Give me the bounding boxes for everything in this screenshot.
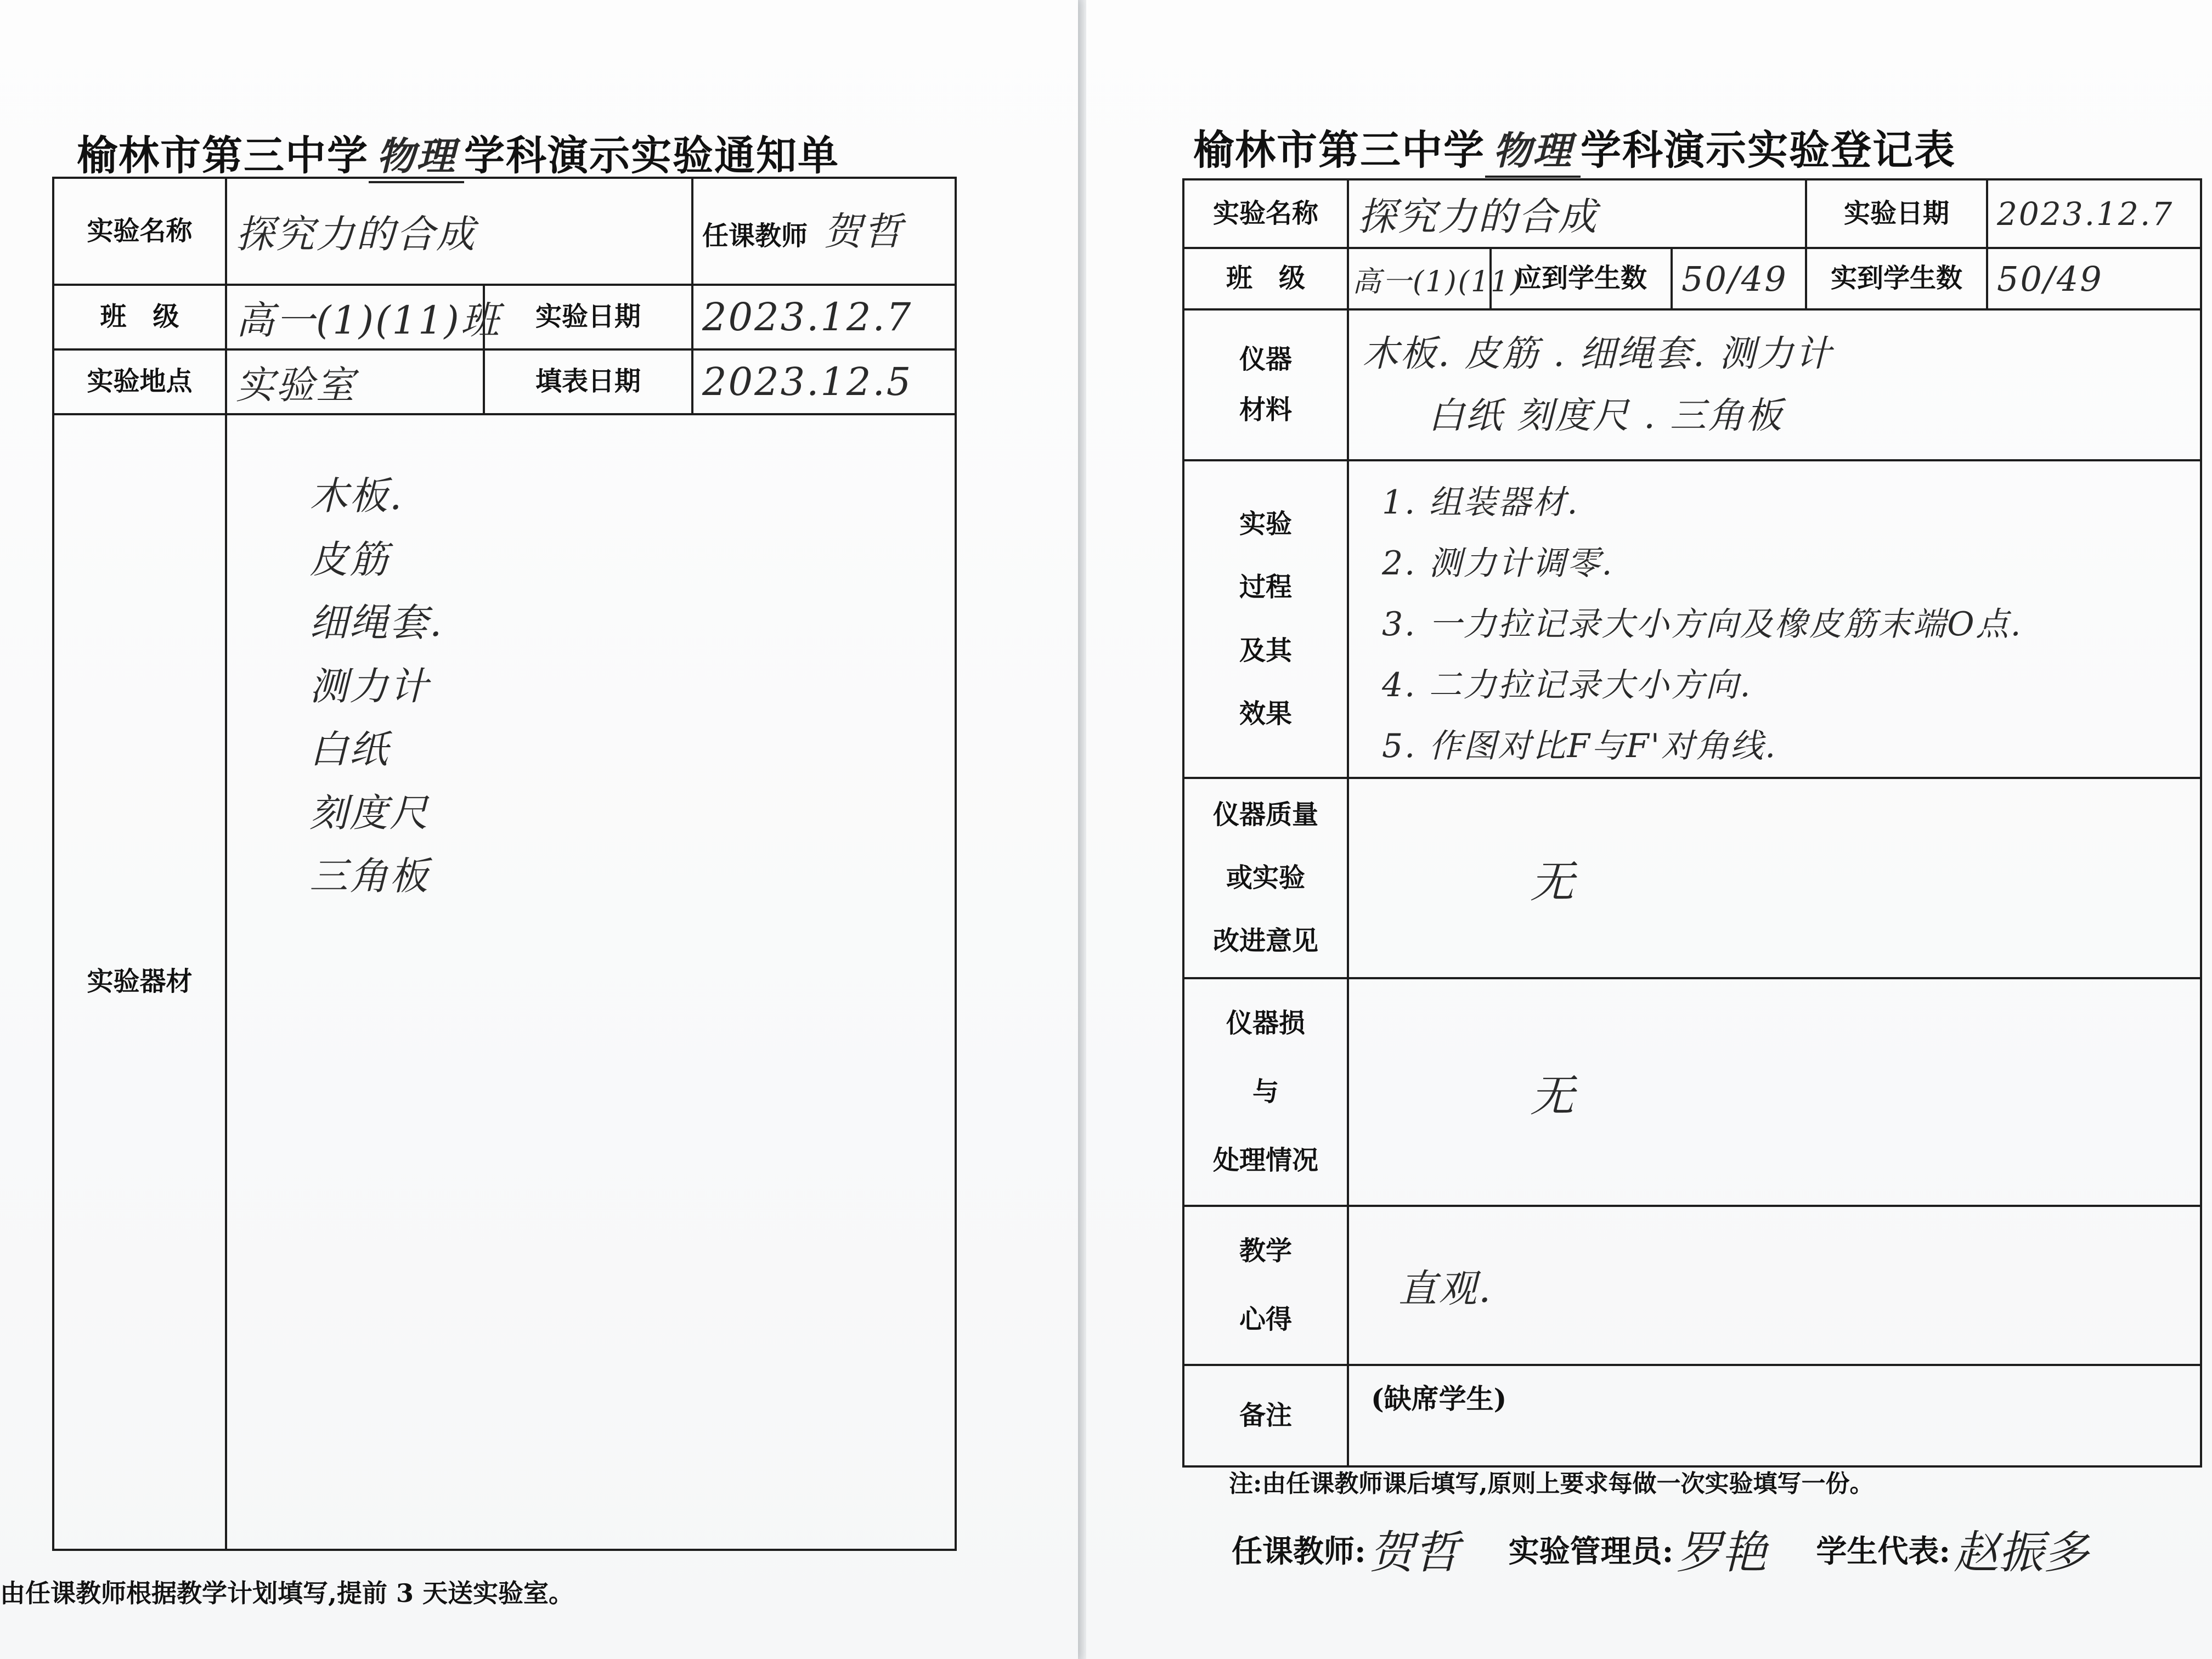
register-row-quality bbox=[1183, 778, 2201, 978]
reg-label-quality-2: 或实验 bbox=[1226, 862, 1305, 893]
register-title-school: 榆林市第三中学 bbox=[1193, 127, 1485, 174]
equipment-item: 细绳套. bbox=[309, 600, 444, 645]
notice-title-school: 榆林市第三中学 bbox=[77, 132, 369, 179]
instruments-line-1: 木板. 皮筋 . 细绳套. 测力计 bbox=[1362, 332, 1833, 375]
equipment-list bbox=[309, 465, 955, 909]
register-row-insight bbox=[1183, 1206, 2201, 1365]
register-note: 注:由任课教师课后填写,原则上要求每做一次实验填写一份。 bbox=[1229, 1470, 1874, 1498]
value-experiment-date: 2023.12.7 bbox=[692, 285, 956, 349]
reg-label-damage bbox=[1183, 978, 1348, 1206]
register-row-process bbox=[1183, 460, 2201, 778]
instruments-cell bbox=[1348, 309, 2201, 460]
reg-label-quality-3: 改进意见 bbox=[1212, 926, 1318, 957]
reg-value-remarks: (缺席学生) bbox=[1348, 1365, 2201, 1466]
notice-row-equipment bbox=[53, 414, 956, 1550]
value-experiment-name: 探究力的合成 bbox=[226, 178, 692, 285]
label-teacher: 任课教师 bbox=[702, 221, 808, 252]
process-step: 5. 作图对比F与F'对角线. bbox=[1382, 727, 1778, 765]
reg-value-insight: 直观. bbox=[1348, 1206, 2201, 1365]
signature-manager-label: 实验管理员: bbox=[1508, 1533, 1674, 1570]
reg-label-process-3: 及其 bbox=[1239, 635, 1292, 666]
reg-value-actual: 50/49 bbox=[1987, 248, 2201, 309]
reg-label-actual: 实到学生数 bbox=[1806, 248, 1987, 309]
reg-value-experiment-name: 探究力的合成 bbox=[1348, 179, 1806, 248]
signature-teacher-label: 任课教师: bbox=[1232, 1533, 1366, 1570]
reg-value-experiment-date: 2023.12.7 bbox=[1987, 179, 2201, 248]
label-class: 班 级 bbox=[53, 285, 226, 349]
process-step: 3. 一力拉记录大小方向及橡皮筋末端O点. bbox=[1382, 605, 2023, 644]
label-experiment-date: 实验日期 bbox=[484, 285, 692, 349]
register-row-class bbox=[1183, 248, 2201, 309]
teacher-cell bbox=[692, 178, 956, 285]
signature-student-label: 学生代表: bbox=[1816, 1533, 1951, 1570]
equipment-item: 皮筋 bbox=[309, 537, 390, 582]
process-list bbox=[1382, 472, 2191, 777]
notice-table bbox=[52, 177, 957, 1551]
register-row-instruments bbox=[1183, 309, 2201, 460]
equipment-item: 刻度尺 bbox=[309, 790, 430, 836]
register-title-suffix: 学科演示实验登记表 bbox=[1581, 127, 1956, 174]
signature-row bbox=[1232, 1517, 2089, 1581]
reg-label-class: 班 级 bbox=[1183, 248, 1348, 309]
register-row-remarks bbox=[1183, 1365, 2201, 1466]
register-sheet bbox=[1086, 0, 2212, 1659]
register-row-name bbox=[1183, 179, 2201, 248]
label-fill-date: 填表日期 bbox=[484, 349, 692, 414]
value-location: 实验室 bbox=[226, 349, 484, 414]
reg-label-insight-2: 心得 bbox=[1239, 1304, 1292, 1335]
process-cell bbox=[1348, 460, 2201, 778]
instruments-line-2: 白纸 刻度尺 . 三角板 bbox=[1428, 394, 1784, 437]
reg-label-instruments-1: 仪器 bbox=[1239, 344, 1292, 375]
reg-label-experiment-name: 实验名称 bbox=[1183, 179, 1348, 248]
reg-label-instruments-2: 材料 bbox=[1239, 394, 1292, 425]
reg-label-expected: 应到学生数 bbox=[1491, 248, 1672, 309]
equipment-cell bbox=[226, 414, 956, 1550]
reg-value-expected: 50/49 bbox=[1672, 248, 1806, 309]
reg-label-process-1: 实验 bbox=[1239, 509, 1292, 540]
reg-label-quality-1: 仪器质量 bbox=[1212, 799, 1318, 830]
process-step: 4. 二力拉记录大小方向. bbox=[1382, 666, 1752, 704]
register-row-damage bbox=[1183, 978, 2201, 1206]
notice-row-location bbox=[53, 349, 956, 414]
reg-label-process bbox=[1183, 460, 1348, 778]
signature-student: 赵振多 bbox=[1954, 1527, 2089, 1579]
signature-teacher: 贺哲 bbox=[1369, 1527, 1459, 1579]
notice-title-suffix: 学科演示实验通知单 bbox=[464, 132, 839, 179]
reg-label-experiment-date: 实验日期 bbox=[1806, 179, 1987, 248]
reg-label-remarks: 备注 bbox=[1183, 1365, 1348, 1466]
label-equipment: 实验器材 bbox=[53, 414, 226, 1550]
reg-label-damage-2: 与 bbox=[1252, 1076, 1279, 1108]
notice-footnote: 由任课教师根据教学计划填写,提前 3 天送实验室。 bbox=[0, 1578, 574, 1608]
process-step: 2. 测力计调零. bbox=[1382, 544, 1614, 583]
label-location: 实验地点 bbox=[53, 349, 226, 414]
notice-title-subject: 物理 bbox=[369, 126, 464, 183]
signature-manager: 罗艳 bbox=[1677, 1527, 1767, 1579]
equipment-item: 木板. bbox=[309, 473, 404, 518]
notice-row-name bbox=[53, 178, 956, 285]
reg-label-damage-1: 仪器损 bbox=[1226, 1008, 1305, 1039]
label-experiment-name: 实验名称 bbox=[53, 178, 226, 285]
reg-label-quality bbox=[1183, 778, 1348, 978]
value-teacher: 贺哲 bbox=[823, 209, 904, 255]
reg-label-instruments bbox=[1183, 309, 1348, 460]
equipment-item: 三角板 bbox=[309, 854, 430, 899]
reg-label-process-2: 过程 bbox=[1239, 572, 1292, 603]
reg-value-class: 高一(1)(11) bbox=[1348, 248, 1491, 309]
reg-label-damage-3: 处理情况 bbox=[1212, 1144, 1318, 1176]
notice-row-class bbox=[53, 285, 956, 349]
equipment-item: 测力计 bbox=[309, 663, 430, 709]
value-class: 高一(1)(11)班 bbox=[226, 285, 484, 349]
process-step: 1. 组装器材. bbox=[1382, 483, 1579, 522]
notice-sheet bbox=[0, 0, 1078, 1659]
reg-label-insight-1: 教学 bbox=[1239, 1235, 1292, 1267]
register-title-subject: 物理 bbox=[1485, 120, 1581, 178]
value-fill-date: 2023.12.5 bbox=[692, 349, 956, 414]
reg-label-insight bbox=[1183, 1206, 1348, 1365]
reg-value-damage: 无 bbox=[1348, 978, 2201, 1206]
equipment-item: 白纸 bbox=[309, 727, 390, 772]
register-title bbox=[1193, 118, 1956, 178]
reg-value-quality: 无 bbox=[1348, 778, 2201, 978]
register-table bbox=[1182, 178, 2202, 1468]
reg-label-process-4: 效果 bbox=[1239, 698, 1292, 729]
notice-title bbox=[77, 123, 839, 183]
